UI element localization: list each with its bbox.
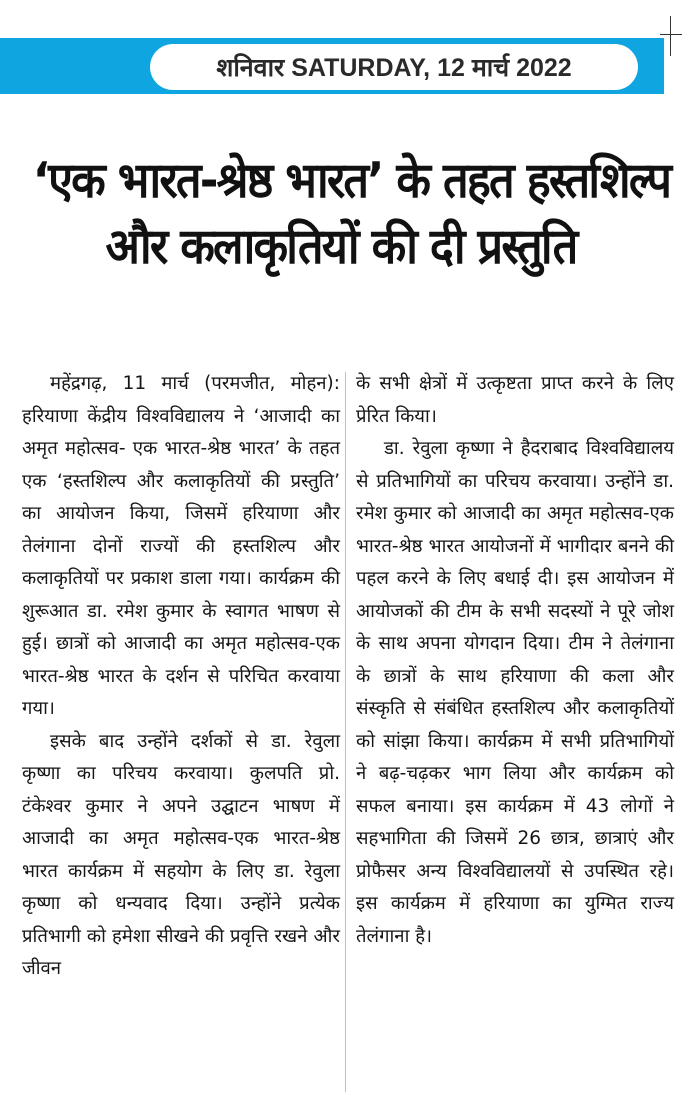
paragraph: डा. रेवुला कृष्णा ने हैदराबाद विश्वविद्यालय से प्रतिभागियों का परिचय करवाया। उन्होंने डा. रमेश कुमार को आजादी का अमृत महोत्सव-एक भारत-श्रेष्ठ भारत आयोजनों में भागीदार बनने की पहल करने के लिए बधाई दी। इस आयोजन में आयोजकों की टीम के सभी सदस्यों ने पूरे जोश के साथ अपना योगदान दिया। टीम ने तेलंगाना के छात्रों के साथ हरियाणा की कला और संस्कृति से संबंधित हस्तशिल्प और कलाकृतियों को सांझा किया। कार्यक्रम में सभी प्रतिभागियों ने बढ़-चढ़कर भाग लिया और कार्यक्रम को सफल बनाया। इस कार्यक्रम में 43 लोगों ने सहभागिता की जिसमें 26 छात्र, छात्राएं और प्रोफैसर अन्य विश्वविद्यालयों से उपस्थित रहे। इस कार्यक्रम में हरियाणा का युग्मित राज्य तेलंगाना है।	[356, 438, 674, 947]
crop-mark	[670, 16, 671, 56]
article-headline	[6, 148, 676, 280]
crop-mark	[660, 34, 682, 35]
article-column-left	[22, 368, 340, 986]
headline-line-2: और कलाकृतियों की दी प्रस्तुति	[105, 218, 577, 275]
page-top-margin	[0, 0, 682, 38]
headline-line-1: ‘एक भारत-श्रेष्ठ भारत’ के तहत हस्तशिल्प	[32, 152, 671, 209]
paragraph: इसके बाद उन्होंने दर्शकों से डा. रेवुला कृष्णा का परिचय करवाया। कुलपति प्रो. टंकेश्वर कुमार ने अपने उद्घाटन भाषण में आजादी का अमृत महोत्सव-एक भारत-श्रेष्ठ भारत कार्यक्रम में सहयोग के लिए डा. रेवुला कृष्णा को धन्यवाद दिया। उन्होंने प्रत्येक प्रतिभागी को हमेशा सीखने की प्रवृत्ति रखने और जीवन	[22, 730, 340, 979]
paragraph: के सभी क्षेत्रों में उत्कृष्टता प्राप्त करने के लिए प्रेरित किया।	[356, 373, 674, 427]
paragraph: महेंद्रगढ़, 11 मार्च (परमजीत, मोहन): हरियाणा केंद्रीय विश्वविद्यालय ने ‘आजादी का अमृत महोत्सव- एक भारत-श्रेष्ठ भारत’ के तहत एक ‘हस्तशिल्प और कलाकृतियों की प्रस्तुति’ का आयोजन किया, जिसमें हरियाणा और तेलंगाना दोनों राज्यों की हस्तशिल्प और कलाकृतियों पर प्रकाश डाला गया। कार्यक्रम की शुरूआत डा. रमेश कुमार के स्वागत भाषण से हुई। छात्रों को आजादी का अमृत महोत्सव-एक भारत-श्रेष्ठ भारत के दर्शन से परिचित करवाया गया।	[22, 373, 340, 719]
date-line: शनिवार SATURDAY, 12 मार्च 2022	[150, 44, 638, 90]
column-divider	[345, 372, 346, 1092]
article-column-right	[356, 368, 674, 953]
